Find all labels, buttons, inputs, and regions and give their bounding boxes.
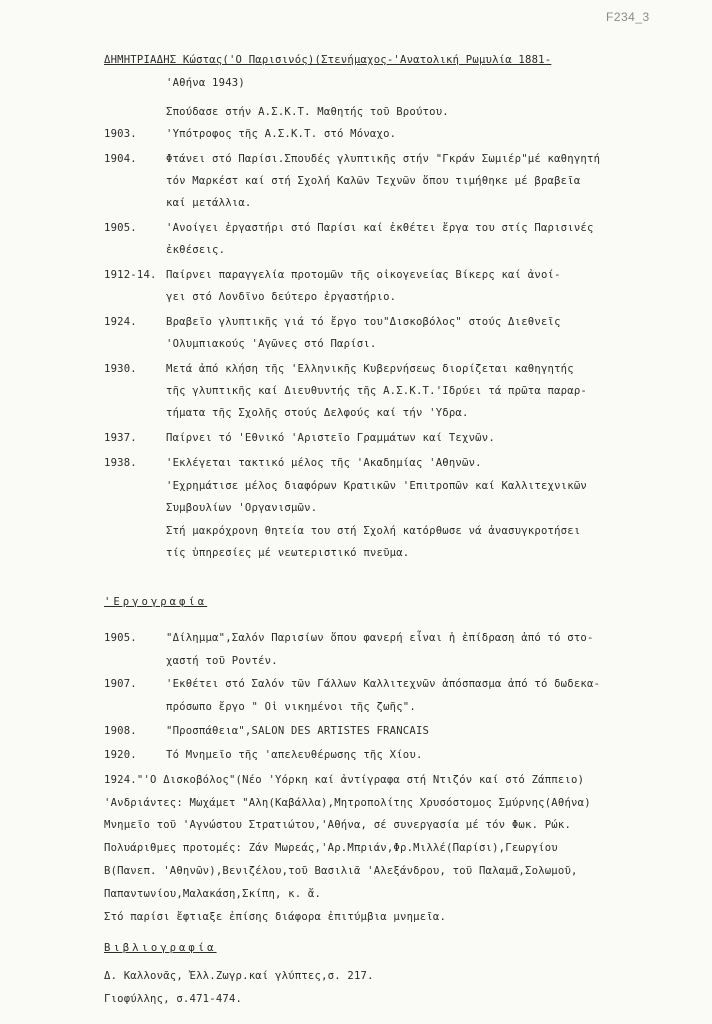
bio-line: 'Εκλέγεται τακτικό μέλος τῆς 'Ακαδημίας 'Αθηνῶν. [166,457,482,469]
biblio-line: Δ. Καλλονᾶς, Ἐλλ.Ζωγρ.καί γλύπτες,σ. 217. [104,970,374,982]
works-year: 1908. [104,725,137,737]
bio-line: καί μετάλλια. [166,197,252,209]
header-line-2: 'Αθήνα 1943) [166,77,245,89]
bio-year: 1937. [104,432,137,444]
bio-line: Στή μακρόχρονη θητεία του στή Σχολή κατόρθωσε νά ἀνασυγκροτήσει [166,525,581,537]
bio-line: τόν Μαρκέστ καί στή Σχολή Καλῶν Τεχνῶν ὅπου τιμήθηκε μέ βραβεῖα [166,175,581,187]
bio-line: Παίρνει παραγγελία προτομῶν τῆς οἰκογενείας Βίκερς καί ἀνοί- [166,269,561,281]
bio-line: τήματα τῆς Σχολῆς στούς Δελφούς καί τήν 'Υδρα. [166,407,469,419]
works-line: Τό Μνημεῖο τῆς 'απελευθέρωσης τῆς Χίου. [166,749,423,761]
bio-year: 1938. [104,457,137,469]
bio-year: 1924. [104,316,137,328]
works-year: 1907. [104,678,137,690]
works-year: 1905. [104,632,137,644]
works-line: "Δίλημμα",Σαλόν Παρισίων ὅπου φανερή εἶναι ἡ ἐπίδραση ἀπό τό στο- [166,632,594,644]
bio-year: 1903. [104,128,137,140]
bio-line: Βραβεῖο γλυπτικῆς γιά τό ἔργο του"Δισκοβόλος" στούς Διεθνεῖς [166,316,561,328]
bio-line: Συμβουλίων 'Οργανισμῶν. [166,502,318,514]
works-line: Μνημεῖο τοῦ 'Αγνώστου Στρατιώτου,'Αθήνα, σέ συνεργασία μέ τόν Φωκ. Ρώκ. [104,819,572,831]
bio-year: 1904. [104,153,137,165]
works-line: 'Εκθέτει στό Σαλόν τῶν Γάλλων Καλλιτεχνῶν ἀπόσπασμα ἀπό τό δωδεκα- [166,678,601,690]
bio-line: Παίρνει τό 'Εθνικό 'Αριστεῖο Γραμμάτων καί Τεχνῶν. [166,432,495,444]
bio-line: γει στό Λονδῖνο δεύτερο ἐργαστήριο. [166,291,397,303]
works-heading: 'Εργογραφία [104,596,208,608]
biblio-line: Γιοφύλλης, σ.471-474. [104,993,243,1005]
works-line: πρόσωπο ἔργο " Οἱ νικημένοι τῆς ζωῆς". [166,701,416,713]
bio-line: τῆς γλυπτικῆς καί Διευθυντής τῆς Α.Σ.Κ.Τ.'Ιδρύει τά πρῶτα παραρ- [166,385,587,397]
works-line: Παπαντωνίου,Μαλακάση,Σκίπη, κ. ἄ. [104,888,322,900]
works-line: 1924."'Ο Δισκοβόλος"(Νέο 'Υόρκη καί ἀντίγραφα στή Ντιζόν καί στό Ζάππειο) [104,774,585,786]
works-line: χαστή τοῦ Ροντέν. [166,655,278,667]
bio-line: 'Εχρημάτισε μέλος διαφόρων Κρατικῶν 'Επιτροπῶν καί Καλλιτεχνικῶν [166,480,587,492]
works-line: Πολυάριθμες προτομές: Ζάν Μωρεάς,'Αρ.Μπριάν,Φρ.Μιλλέ(Παρίσι),Γεωργίου [104,842,558,854]
works-line: "Προσπάθεια",SALON DES ARTISTES FRANCAIS [166,725,430,737]
file-reference-note: F234_3 [606,10,650,24]
bio-line: 'Ολυμπιακούς 'Αγῶνες στό Παρίσι. [166,338,377,350]
header-line-1: ΔΗΜΗΤΡΙΑΔΗΣ Κώστας('Ο Παρισινός)(Στενήμαχος-'Ανατολική Ρωμυλία 1881- [104,54,552,66]
bio-year: 1930. [104,363,137,375]
works-line: Β(Πανεπ. 'Αθηνῶν),Βενιζέλου,τοῦ Βασιλιᾶ 'Αλεξάνδρου, τοῦ Παλαμᾶ,Σολωμοῦ, [104,865,578,877]
bio-line: 'Ανοίγει ἐργαστήρι στό Παρίσι καί ἐκθέτει ἔργα του στίς Παρισινές [166,222,594,234]
bio-line: 'Υπότροφος τῆς Α.Σ.Κ.Τ. στό Μόναχο. [166,128,397,140]
bio-line: Μετά ἀπό κλήση τῆς 'Ελληνικῆς Κυβερνήσεως διορίζεται καθηγητής [166,363,574,375]
bio-line: τίς ὑπηρεσίες μέ νεωτεριστικό πνεῦμα. [166,547,410,559]
bio-year: 1912-14. [104,269,157,281]
bio-year: 1905. [104,222,137,234]
works-line: Στό παρίσι ἔφτιαξε ἐπίσης διάφορα ἐπιτύμβια μνημεῖα. [104,911,447,923]
works-line: 'Ανδριάντες: Μωχάμετ "Αλη(Καβάλλα),Μητροπολίτης Χρυσόστομος Σμύρνης(Αθήνα) [104,797,591,809]
bio-line: ἐκθέσεις. [166,244,226,256]
works-year: 1920. [104,749,137,761]
biblio-heading: Βιβλιογραφία [104,942,217,954]
bio-line: Φτάνει στό Παρίσι.Σπουδές γλυπτικῆς στήν "Γκράν Σωμιέρ"μέ καθηγητή [166,153,601,165]
bio-intro: Σπούδασε στήν Α.Σ.Κ.Τ. Μαθητής τοῦ Βρούτου. [166,106,449,118]
